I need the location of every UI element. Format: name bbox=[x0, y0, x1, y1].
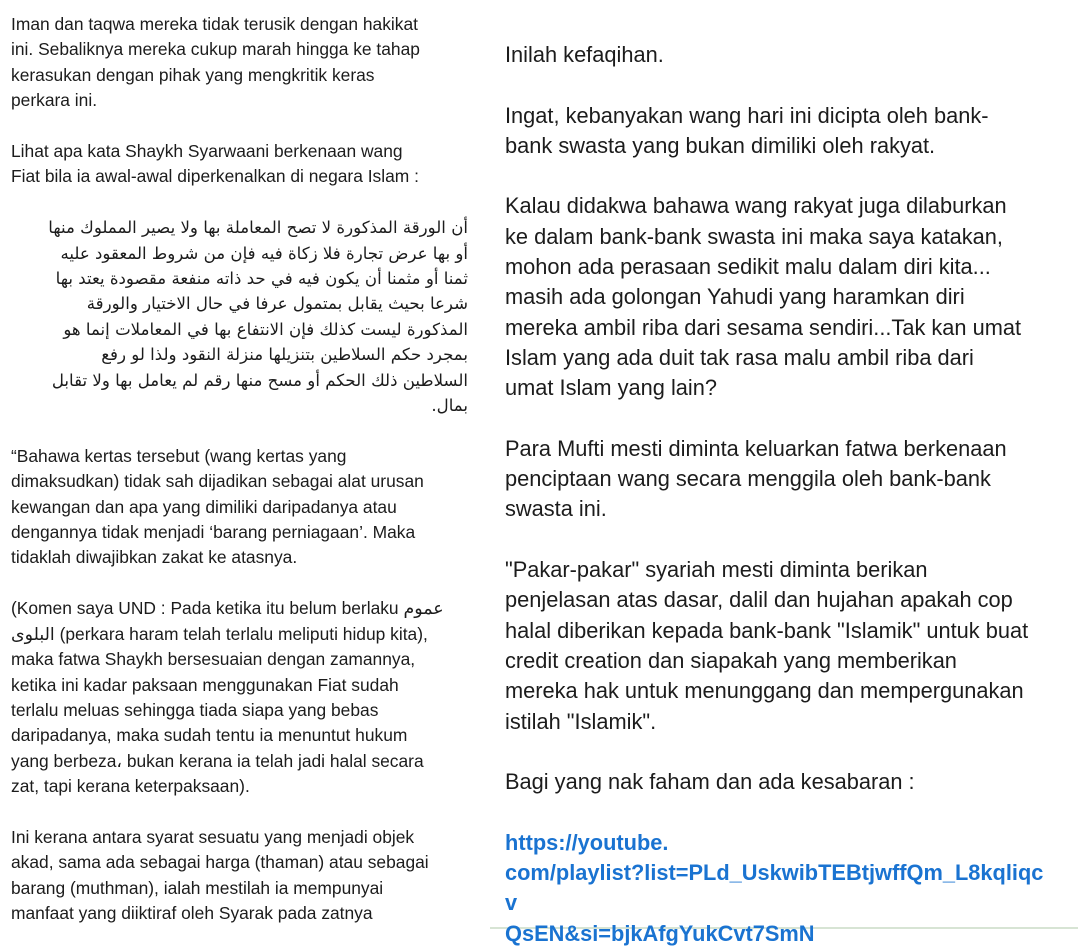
paragraph-translation: “Bahawa kertas tersebut (wang kertas yang dimaksudkan) tidak sah dijadikan sebagai alat urusan kewangan dan apa yang dimiliki daripadanya atau dengannya tidak menjadi ‘barang perniagaan’. Maka tidaklah diwajibkan zakat ke atasnya. bbox=[11, 445, 424, 568]
arabic-quote: أن الورقة المذكورة لا تصح المعاملة بها ولا يصير المملوك منها أو بها عرض تجارة فلا زكاة فيه فإن من شروط المعقود عليه ثمنا أو مثمنا أن يكون فيه في حد ذاته منفعة مقصودة يعتد بها شرعا بحيث يقابل بمتمول عرفا في حال الاختيار والورقة المذكورة ليست كذلك فإن الانتفاع بها في المعاملات إنما هو بمجرد حكم السلاطين بتنزيلها منزلة النقود ولذا لو رفع السلاطين ذلك الحكم أو مسح منها رقم لم يعامل بها ولا تقابل بمال. bbox=[48, 218, 468, 416]
paragraph-kefaqihan: Inilah kefaqihan. bbox=[505, 42, 664, 67]
paragraph-comment: (Komen saya UND : Pada ketika itu belum berlaku عموم البلوى (perkara haram telah terlalu meliputi hidup kita), maka fatwa Shaykh bersesuaian dengan zamannya, ketika ini kadar paksaan menggunakan Fiat sudah terlalu meluas sehingga tiada siapa yang bebas daripadanya, maka sudah tentu ia menuntut hukum yang berbeza، bukan kerana ia telah jadi halal secara zat, tapi kerana keterpaksaan). bbox=[11, 598, 444, 797]
right-text-column bbox=[490, 0, 1078, 946]
paragraph-pakar: "Pakar-pakar" syariah mesti diminta berikan penjelasan atas dasar, dalil dan hujahan apakah cop halal diberikan kepada bank-bank "Islamik" untuk buat credit creation dan siapakah yang memberikan mereka hak untuk menunggang dan mempergunakan istilah "Islamik". bbox=[505, 557, 1029, 734]
paragraph-private-banks: Ingat, kebanyakan wang hari ini dicipta oleh bank- bank swasta yang bukan dimiliki oleh rakyat. bbox=[505, 102, 989, 158]
youtube-playlist-link[interactable]: https://youtube. com/playlist?list=PLd_UskwibTEBtjwffQm_L8kqliqcv QsEN&si=bjkAfgYukCvt7SmN bbox=[505, 829, 1044, 946]
paragraph-riba: Kalau didakwa bahawa wang rakyat juga dilaburkan ke dalam bank-bank swasta ini maka saya katakan, mohon ada perasaan sedikit malu dalam diri kita... masih ada golongan Yahudi yang haramkan diri mereka ambil riba dari sesama sendiri...Tak kan umat Islam yang ada duit tak rasa malu ambil riba dari umat Islam yang lain? bbox=[505, 193, 1022, 401]
paragraph-condition: Ini kerana antara syarat sesuatu yang menjadi objek akad, sama ada sebagai harga (thaman) atau sebagai barang (muthman), ialah mestilah ia mempunyai manfaat yang diiktiraf oleh Syarak pada zatnya bbox=[11, 826, 429, 924]
paragraph-playlist-intro: Bagi yang nak faham dan ada kesabaran : bbox=[505, 769, 915, 795]
left-text-column bbox=[0, 0, 490, 929]
paragraph-intro: Iman dan taqwa mereka tidak terusik dengan hakikat ini. Sebaliknya mereka cukup marah hingga ke tahap kerasukan dengan pihak yang mengkritik keras perkara ini. bbox=[11, 14, 420, 111]
paragraph-syarwaani: Lihat apa kata Shaykh Syarwaani berkenaan wang Fiat bila ia awal-awal diperkenalkan di negara Islam : bbox=[11, 141, 419, 187]
paragraph-mufti: Para Mufti mesti diminta keluarkan fatwa berkenaan penciptaan wang secara menggila oleh bank-bank swasta ini. bbox=[505, 435, 1007, 522]
